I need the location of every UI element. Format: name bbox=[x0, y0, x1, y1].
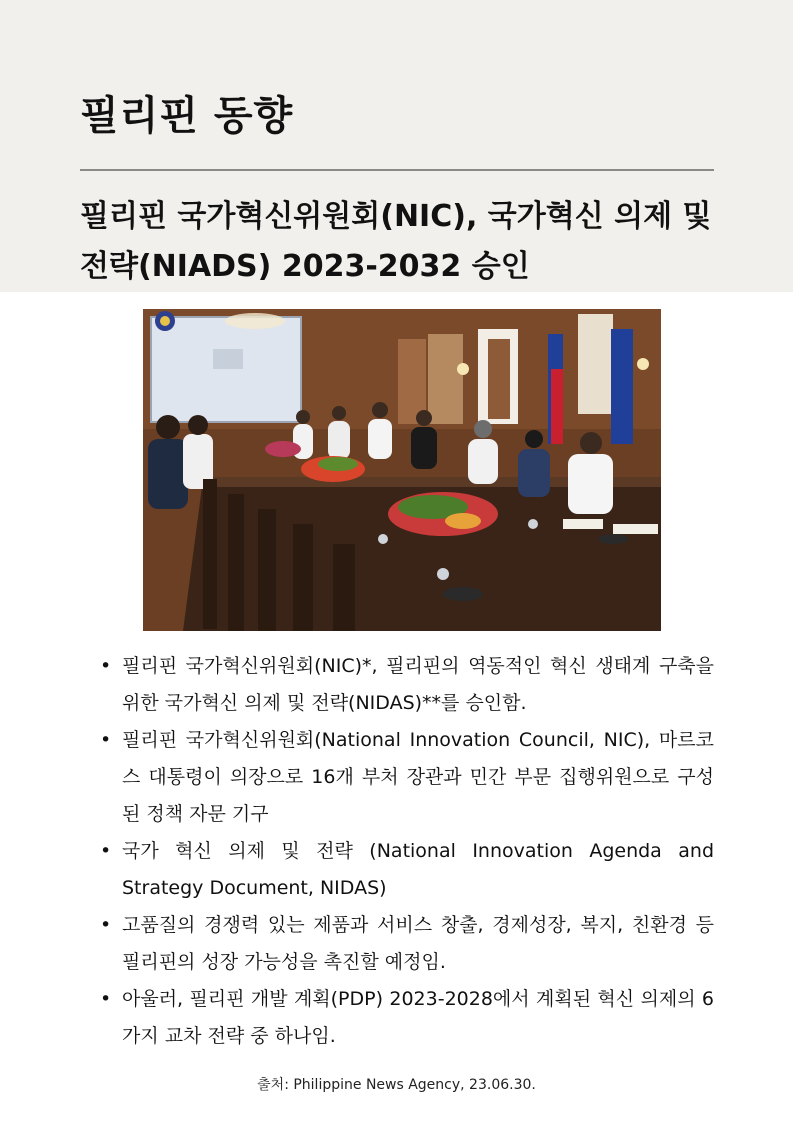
bullet-text: 고품질의 경쟁력 있는 제품과 서비스 창출, 경제성장, 복지, 친환경 등 필리핀의 성장 가능성을 촉진할 예정임. bbox=[122, 914, 714, 973]
list-item bbox=[100, 833, 714, 907]
bullet-dot: • bbox=[100, 988, 112, 1010]
bullet-dot: • bbox=[100, 914, 112, 936]
article-headline: 필리핀 국가혁신위원회(NIC), 국가혁신 의제 및 전략(NIADS) 2023-2032 승인 bbox=[80, 199, 712, 284]
source-citation: 출처: Philippine News Agency, 23.06.30. bbox=[257, 1077, 536, 1093]
bullet-dot: • bbox=[100, 840, 112, 862]
bullet-dot: • bbox=[100, 729, 112, 751]
section-title: 필리핀 동향 bbox=[80, 93, 294, 139]
meeting-photo bbox=[143, 309, 661, 631]
bullet-dot: • bbox=[100, 655, 112, 677]
list-item bbox=[100, 722, 714, 833]
bullet-text: 필리핀 국가혁신위원회(NIC)*, 필리핀의 역동적인 혁신 생태계 구축을 위한 국가혁신 의제 및 전략(NIDAS)**를 승인함. bbox=[122, 655, 714, 714]
bullet-text: 국가 혁신 의제 및 전략 (National Innovation Agenda and Strategy Document, NIDAS) bbox=[122, 840, 714, 899]
bullet-text: 아울러, 필리핀 개발 계획(PDP) 2023-2028에서 계획된 혁신 의제의 6가지 교차 전략 중 하나임. bbox=[122, 988, 714, 1047]
list-item bbox=[100, 907, 714, 981]
list-item bbox=[100, 648, 714, 722]
bullet-list bbox=[100, 648, 714, 1055]
bullet-text: 필리핀 국가혁신위원회(National Innovation Council, NIC), 마르코스 대통령이 의장으로 16개 부처 장관과 민간 부문 집행위원으로 구성된 정책 자문 기구 bbox=[122, 729, 714, 825]
list-item bbox=[100, 981, 714, 1055]
title-divider bbox=[80, 169, 714, 171]
